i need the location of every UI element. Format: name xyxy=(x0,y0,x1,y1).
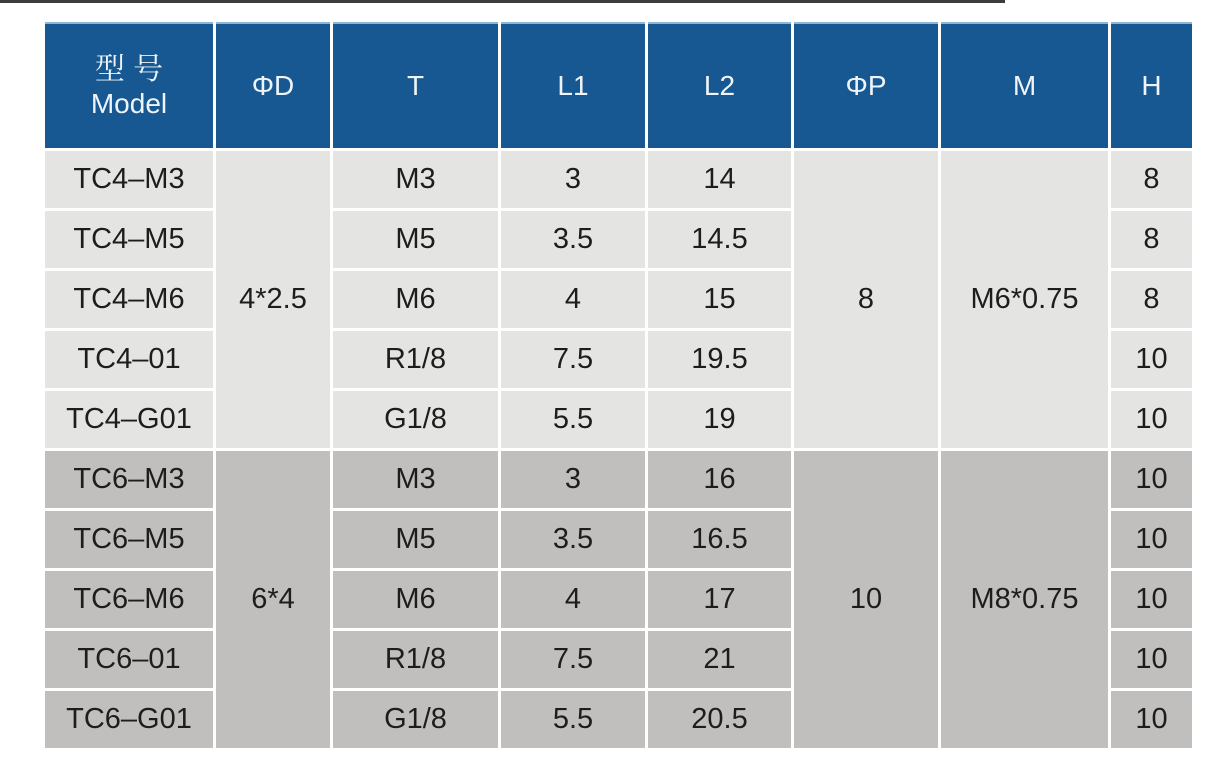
cell-t: M6 xyxy=(333,571,498,628)
cell-l2: 14.5 xyxy=(648,211,791,268)
col-header-t: T xyxy=(333,22,498,148)
cell-h: 10 xyxy=(1111,511,1192,568)
cell-h: 10 xyxy=(1111,451,1192,508)
cell-phi-d-merged: 4*2.5 xyxy=(216,151,330,448)
col-header-phi-p: ΦP xyxy=(794,22,938,148)
cell-m-merged: M8*0.75 xyxy=(941,451,1108,748)
col-header-phi-d: ΦD xyxy=(216,22,330,148)
header-row xyxy=(45,22,1192,148)
cell-l2: 21 xyxy=(648,631,791,688)
cell-model: TC4–01 xyxy=(45,331,213,388)
cell-t: G1/8 xyxy=(333,391,498,448)
cell-l2: 14 xyxy=(648,151,791,208)
cell-model: TC4–G01 xyxy=(45,391,213,448)
col-header-m: M xyxy=(941,22,1108,148)
cell-h: 10 xyxy=(1111,631,1192,688)
cell-t: R1/8 xyxy=(333,331,498,388)
cell-h: 10 xyxy=(1111,331,1192,388)
cell-t: M5 xyxy=(333,511,498,568)
cell-h: 8 xyxy=(1111,151,1192,208)
cell-model: TC4–M3 xyxy=(45,151,213,208)
cell-h: 8 xyxy=(1111,271,1192,328)
col-header-l1: L1 xyxy=(501,22,645,148)
cell-l2: 16.5 xyxy=(648,511,791,568)
col-header-h: H xyxy=(1111,22,1192,148)
table-row xyxy=(45,151,1192,208)
cell-l1: 5.5 xyxy=(501,691,645,748)
cell-l1: 4 xyxy=(501,571,645,628)
table-row xyxy=(45,451,1192,508)
col-header-model-zh: 型 号 xyxy=(94,53,164,86)
cell-model: TC4–M5 xyxy=(45,211,213,268)
table-header xyxy=(45,22,1192,148)
cell-phi-p-merged: 10 xyxy=(794,451,938,748)
cell-model: TC4–M6 xyxy=(45,271,213,328)
cell-phi-p-merged: 8 xyxy=(794,151,938,448)
cell-t: M5 xyxy=(333,211,498,268)
cell-l1: 7.5 xyxy=(501,631,645,688)
cell-model: TC6–01 xyxy=(45,631,213,688)
col-header-model-en: Model xyxy=(90,88,168,119)
cell-l2: 19.5 xyxy=(648,331,791,388)
cell-t: R1/8 xyxy=(333,631,498,688)
cell-model: TC6–M6 xyxy=(45,571,213,628)
spec-table xyxy=(42,19,1195,751)
cell-model: TC6–M5 xyxy=(45,511,213,568)
cell-l1: 5.5 xyxy=(501,391,645,448)
col-header-l2: L2 xyxy=(648,22,791,148)
cell-l1: 3.5 xyxy=(501,211,645,268)
cell-l2: 15 xyxy=(648,271,791,328)
cell-t: G1/8 xyxy=(333,691,498,748)
cell-l1: 3 xyxy=(501,151,645,208)
cell-h: 10 xyxy=(1111,391,1192,448)
cell-l2: 20.5 xyxy=(648,691,791,748)
cell-h: 10 xyxy=(1111,571,1192,628)
cell-l1: 7.5 xyxy=(501,331,645,388)
cell-model: TC6–G01 xyxy=(45,691,213,748)
cell-t: M3 xyxy=(333,151,498,208)
table-body xyxy=(45,151,1192,748)
cell-l2: 17 xyxy=(648,571,791,628)
cell-h: 10 xyxy=(1111,691,1192,748)
cell-t: M6 xyxy=(333,271,498,328)
cell-l1: 4 xyxy=(501,271,645,328)
top-rule-artifact xyxy=(0,0,1005,3)
cell-l2: 16 xyxy=(648,451,791,508)
cell-m-merged: M6*0.75 xyxy=(941,151,1108,448)
cell-phi-d-merged: 6*4 xyxy=(216,451,330,748)
cell-l1: 3.5 xyxy=(501,511,645,568)
cell-h: 8 xyxy=(1111,211,1192,268)
col-header-model xyxy=(45,22,213,148)
cell-l2: 19 xyxy=(648,391,791,448)
cell-t: M3 xyxy=(333,451,498,508)
cell-model: TC6–M3 xyxy=(45,451,213,508)
cell-l1: 3 xyxy=(501,451,645,508)
